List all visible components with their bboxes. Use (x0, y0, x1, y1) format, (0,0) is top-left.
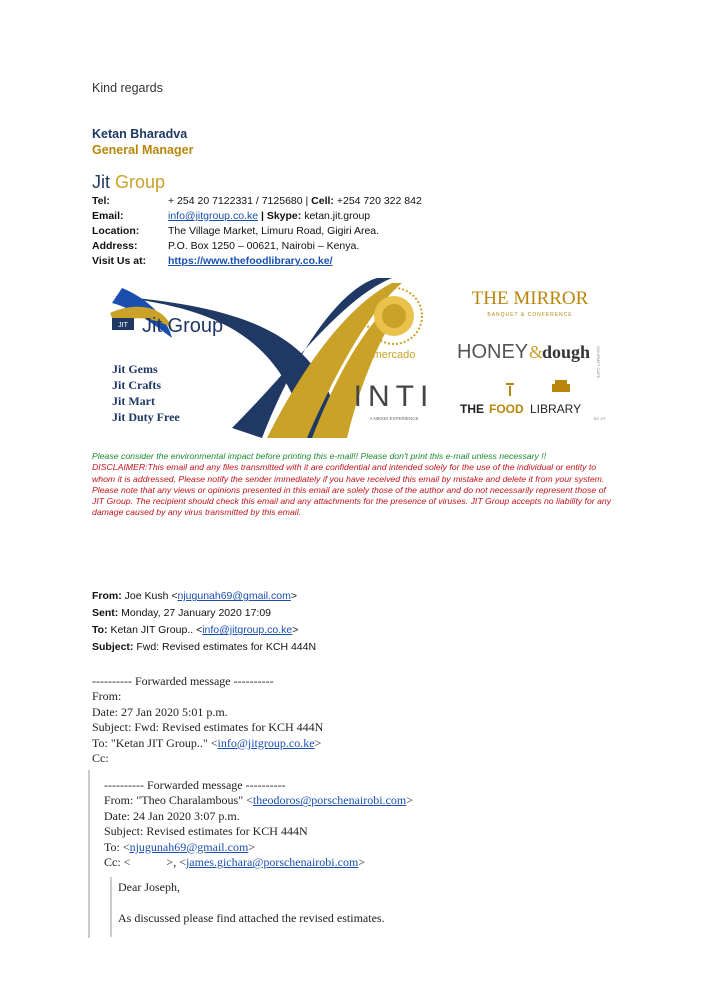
fwd2-to-email-link[interactable]: njugunah69@gmail.com (129, 839, 249, 854)
brand-jit-gems: Jit Gems (112, 362, 158, 376)
header-to (92, 622, 316, 639)
fwd1-date: Date: 27 Jan 2020 5:01 p.m. (92, 704, 228, 719)
cell-label: Cell: (311, 195, 334, 207)
tel-label: Tel: (92, 195, 110, 207)
foodlib-food: FOOD (489, 402, 524, 416)
email-link[interactable]: info@jitgroup.co.ke (168, 210, 259, 222)
fwd2-from-end: > (406, 793, 414, 808)
to-email-link[interactable]: info@jitgroup.co.ke (202, 624, 293, 636)
brand-jit-crafts: Jit Crafts (112, 378, 161, 392)
quote-bar-2 (110, 877, 112, 937)
fwd2-subject: Subject: Revised estimates for KCH 444N (104, 824, 308, 839)
fwd2-to-prefix: To: < (104, 839, 130, 854)
food-library-icon (506, 380, 570, 396)
from-end: > (290, 590, 298, 602)
to-end: > (292, 624, 299, 636)
cell-value: +254 720 322 842 (336, 195, 422, 207)
logo-group: Group (115, 172, 166, 192)
header-from (92, 588, 316, 605)
header-subject (92, 639, 316, 656)
fwd1-marker: ---------- Forwarded message ---------- (92, 674, 274, 688)
ampersand-label: & (529, 342, 544, 362)
fwd2-cc (104, 855, 413, 870)
contact-block (92, 194, 422, 269)
jit-badge-text: JIT (118, 322, 128, 329)
forwarded-message-2 (104, 778, 413, 870)
tel-row (92, 194, 422, 209)
brand-jit-duty-free: Jit Duty Free (112, 410, 180, 424)
brand-jit-mart: Jit Mart (112, 394, 155, 408)
message-body (118, 880, 385, 927)
brand-banner (92, 278, 612, 438)
email-value-wrap (168, 209, 370, 224)
email-label: Email: (92, 210, 124, 222)
sent-value: Monday, 27 January 2020 17:09 (121, 607, 272, 619)
address-value: P.O. Box 1250 – 00621, Nairobi – Kenya. (168, 240, 360, 252)
inti-label: INTI (353, 380, 435, 413)
fwd2-date: Date: 24 Jan 2020 3:07 p.m. (104, 808, 240, 823)
header-sent (92, 605, 316, 622)
mirror-sub: BANQUET & CONFERENCE (487, 312, 573, 318)
tel-value (168, 194, 422, 209)
subject-label: Subject: (92, 641, 134, 653)
jit-group-logo (92, 172, 165, 193)
email-header (92, 588, 316, 656)
location-value: The Village Market, Limuru Road, Gigiri Area. (168, 225, 380, 237)
body-line1: As discussed please find attached the revised estimates. (118, 911, 385, 926)
address-row (92, 239, 422, 254)
forwarded-message-1 (92, 674, 323, 766)
logo-jit: Jit (92, 172, 110, 192)
body-spacer (118, 895, 385, 911)
env-notice: Please consider the environmental impact before printing this e-mail!! Please don't print this e-mail unless necessary !! (92, 451, 547, 461)
fwd2-cc-email-link[interactable]: james.gichara@porschenairobi.com (185, 855, 359, 870)
mercado-label: mercado (372, 349, 416, 361)
fwd1-subject: Subject: Fwd: Revised estimates for KCH 444N (92, 720, 324, 735)
mercado-sun-icon (366, 288, 422, 344)
fwd2-from (104, 793, 413, 808)
body-greeting: Dear Joseph, (118, 880, 180, 894)
email-row (92, 209, 422, 224)
visit-row (92, 254, 422, 269)
quote-bar-1 (88, 770, 90, 938)
foodlib-library: LIBRARY (530, 402, 582, 416)
banner-jit-group: Jit Group (142, 315, 224, 337)
from-label: From: (92, 590, 122, 602)
fwd2-from-email-link[interactable]: theodoros@porschenairobi.com (252, 793, 407, 808)
location-label: Location: (92, 225, 140, 237)
signoff-text: Kind regards (92, 81, 163, 95)
signature-name: Ketan Bharadva (92, 127, 188, 141)
fwd1-cc: Cc: (92, 751, 109, 766)
website-link[interactable]: https://www.thefoodlibrary.co.ke/ (168, 255, 333, 267)
visit-label: Visit Us at: (92, 255, 147, 267)
foodlib-byjit: BY JIT (594, 416, 606, 421)
sent-label: Sent: (92, 607, 119, 619)
fwd2-marker: ---------- Forwarded message ---------- (104, 778, 286, 792)
fwd2-to (104, 840, 413, 855)
to-label: To: (92, 624, 108, 636)
signature-title: General Manager (92, 143, 194, 157)
honey-label: HONEY (457, 341, 529, 363)
fwd1-to-email-link[interactable]: info@jitgroup.co.ke (217, 735, 315, 750)
location-row (92, 224, 422, 239)
from-name: Joe Kush < (124, 590, 178, 602)
skype-value: ketan.jit.group (304, 210, 371, 222)
disclaimer-block (92, 451, 612, 519)
skype-label: | Skype: (260, 210, 302, 222)
dough-label: dough (542, 342, 591, 362)
fwd1-to-end: > (314, 735, 322, 750)
fwd2-cc-prefix: Cc: < >, < (104, 855, 186, 870)
from-email-link[interactable]: njugunah69@gmail.com (177, 590, 291, 602)
fwd1-to (92, 736, 323, 751)
fwd2-cc-end: > (358, 855, 366, 870)
disclaimer-text: DISCLAIMER:This email and any files transmitted with it are confidential and intended solely for the use of the individual or entity to whom it is addressed. Please notify the sender immediately if you have received this email by mistake and delete it from your system. Please note that any views or opinions presented in this email are solely those of the author and do not necessarily represent those of JIT Group. The recipient should check this email and any attachments for the presence of viruses. JIT Group accepts no liability for any damage caused by any virus transmitted by this email. (92, 462, 612, 518)
fwd2-from-prefix: From: "Theo Charalambous" < (104, 793, 253, 808)
foodlib-the: THE (460, 402, 484, 416)
subject-value: Fwd: Revised estimates for KCH 444N (136, 641, 317, 653)
fwd2-to-end: > (248, 839, 256, 854)
fwd1-to-prefix: To: "Ketan JIT Group.." < (92, 735, 218, 750)
fwd1-from: From: (92, 689, 122, 704)
gourmet-label: GOURMET CAFE (596, 346, 601, 379)
tel-number: + 254 20 7122331 / 7125680 | (168, 195, 309, 207)
inti-sub: A NIKKEI EXPERIENCE (369, 416, 419, 421)
to-name: Ketan JIT Group.. < (110, 624, 203, 636)
mirror-label: THE MIRROR (471, 288, 589, 309)
address-label: Address: (92, 240, 138, 252)
